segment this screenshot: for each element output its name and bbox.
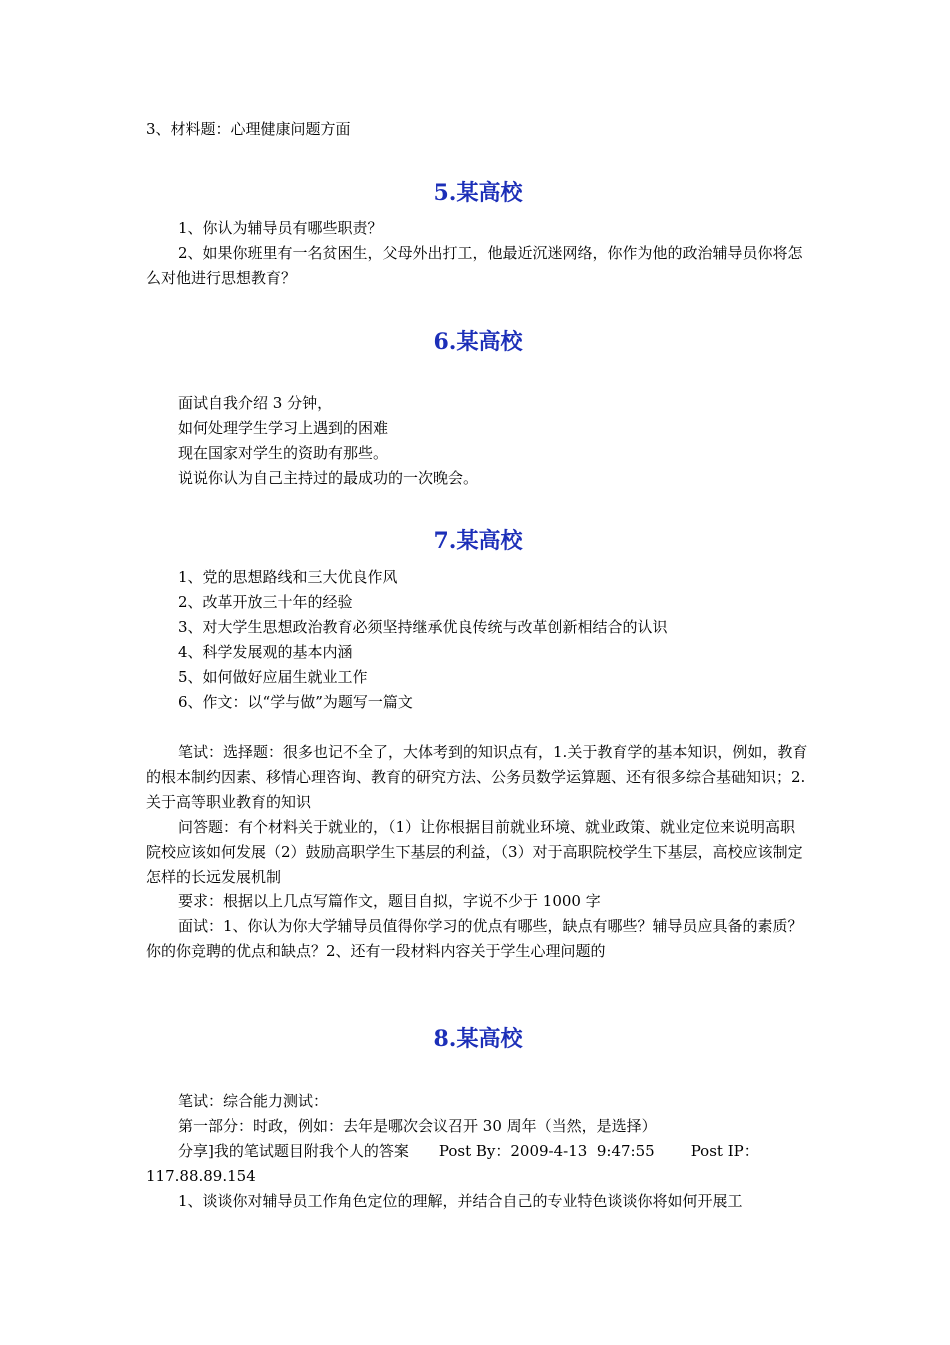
post-ip-label: Post IP： xyxy=(690,1142,759,1160)
section-5-heading xyxy=(146,178,810,208)
section-8-post-line xyxy=(178,1139,759,1164)
section-5-number: 5. xyxy=(433,180,457,206)
section-8-line-2: 第一部分：时政，例如：去年是哪次会议召开 30 周年（当然，是选择） xyxy=(178,1117,657,1135)
section-7-title: 某高校 xyxy=(456,528,523,554)
section-6-number: 6. xyxy=(433,329,457,355)
post-by-label: Post By： xyxy=(438,1142,511,1160)
section-6-line-3: 现在国家对学生的资助有那些。 xyxy=(178,444,389,462)
section-6-line-2: 如何处理学生学习上遇到的困难 xyxy=(178,419,389,437)
section-7-qa: 问答题：有个材料关于就业的，（1）让你根据目前就业环境、就业政策、就业定位来说明高职院校应该如何发展（2）鼓励高职学生下基层的利益，（3）对于高职院校学生下基层，高校应该制定怎样的长远发展机制 xyxy=(146,818,803,886)
section-6-title: 某高校 xyxy=(456,329,523,355)
section-5-title: 某高校 xyxy=(456,180,523,206)
section-5-question-1: 1、你认为辅导员有哪些职责？ xyxy=(178,219,383,237)
section-8-line-4: 1、谈谈你对辅导员工作角色定位的理解，并结合自己的专业特色谈谈你将如何开展工 xyxy=(178,1192,743,1210)
section-7-interview: 面试：1、你认为你大学辅导员值得你学习的优点有哪些，缺点有哪些？辅导员应具备的素质？你的你竞聘的优点和缺点？2、还有一段材料内容关于学生心理问题的 xyxy=(146,917,803,960)
section-7-requirement: 要求：根据以上几点写篇作文，题目自拟，字说不少于 1000 字 xyxy=(178,892,601,910)
material-question-item: 3、材料题：心理健康问题方面 xyxy=(146,120,351,138)
section-5-question-2: 2、如果你班里有一名贫困生，父母外出打工，他最近沉迷网络，你作为他的政治辅导员你将怎么对他进行思想教育？ xyxy=(146,244,803,287)
section-7-item-2: 2、改革开放三十年的经验 xyxy=(178,593,353,611)
post-ip-value: 117.88.89.154 xyxy=(146,1167,256,1185)
section-6-heading xyxy=(146,327,810,357)
section-7-item-3: 3、对大学生思想政治教育必须坚持继承优良传统与改革创新相结合的认识 xyxy=(178,618,668,636)
section-8-heading xyxy=(146,1024,810,1054)
section-7-item-5: 5、如何做好应届生就业工作 xyxy=(178,668,368,686)
section-7-written-test: 笔试：选择题：很多也记不全了，大体考到的知识点有，1.关于教育学的基本知识，例如，教育的根本制约因素、移情心理咨询、教育的研究方法、公务员数学运算题、还有很多综合基础知识；2.关于高等职业教育的知识 xyxy=(146,743,808,811)
post-by-value: 2009-4-13 9:47:55 xyxy=(510,1142,655,1160)
share-text: 分享]我的笔试题目附我个人的答案 xyxy=(178,1142,409,1160)
section-6-line-4: 说说你认为自己主持过的最成功的一次晚会。 xyxy=(178,469,479,487)
section-8-number: 8. xyxy=(433,1026,457,1052)
section-8-line-1: 笔试：综合能力测试： xyxy=(178,1092,329,1110)
section-8-title: 某高校 xyxy=(456,1026,523,1052)
section-7-item-6: 6、作文：以“学与做”为题写一篇文 xyxy=(178,693,413,711)
section-7-item-1: 1、党的思想路线和三大优良作风 xyxy=(178,568,398,586)
section-7-item-4: 4、科学发展观的基本内涵 xyxy=(178,643,353,661)
section-6-line-1: 面试自我介绍 3 分钟， xyxy=(178,394,333,412)
section-7-number: 7. xyxy=(433,528,457,554)
section-7-heading xyxy=(146,526,810,556)
